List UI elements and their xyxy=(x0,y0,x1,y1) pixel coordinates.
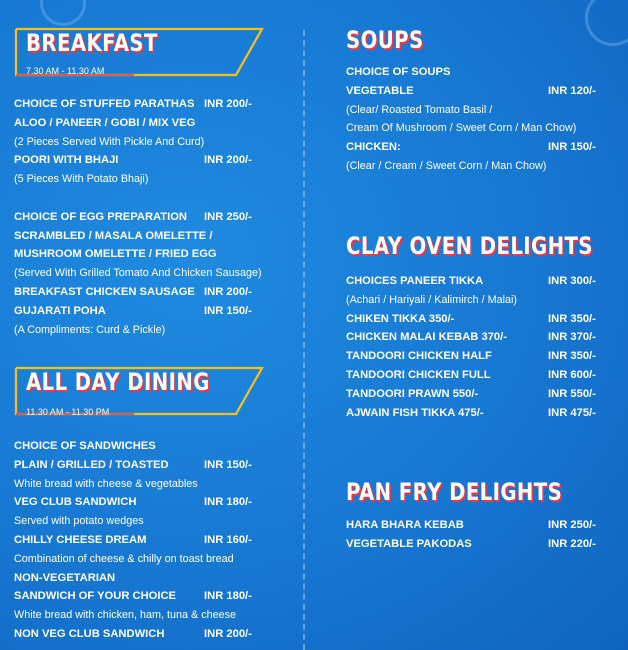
menu-item xyxy=(14,494,264,513)
menu-item-label: CHILLY CHEESE DREAM xyxy=(14,533,147,546)
menu-spacer xyxy=(14,190,264,209)
breakfast-menu-list xyxy=(14,96,264,340)
menu-item-description xyxy=(346,158,606,177)
background-swirl-decoration-right xyxy=(585,0,628,46)
menu-item-price: INR 370/- xyxy=(548,331,596,344)
pan-fry-heading: PAN FRY DELIGHTS xyxy=(346,478,563,506)
menu-item xyxy=(346,311,606,330)
menu-item-label: (Achari / Hariyali / Kalimirch / Malai) xyxy=(346,293,517,306)
clay-oven-heading: CLAY OVEN DELIGHTS xyxy=(346,232,593,260)
breakfast-banner xyxy=(14,27,264,83)
menu-item-label: Combination of cheese & chilly on toast bread xyxy=(14,552,234,565)
menu-item xyxy=(14,438,264,457)
menu-item-label: ALOO / PANEER / GOBI / MIX VEG xyxy=(14,116,196,129)
menu-item xyxy=(14,246,264,265)
menu-item-description xyxy=(14,322,264,341)
menu-item-label: (Clear / Cream / Sweet Corn / Man Chow) xyxy=(346,159,547,172)
menu-item-price: INR 350/- xyxy=(548,312,596,325)
menu-item xyxy=(346,329,606,348)
menu-item-price: INR 180/- xyxy=(204,496,252,509)
menu-item-price: INR 150/- xyxy=(548,141,596,154)
menu-item-price: INR 150/- xyxy=(204,458,252,471)
menu-item-price: INR 550/- xyxy=(548,387,596,400)
menu-item-label: CHOICES PANEER TIKKA xyxy=(346,275,484,287)
menu-item-label: CHICKEN MALAI KEBAB 370/- xyxy=(346,331,507,344)
menu-item xyxy=(346,386,606,405)
menu-item-label: TANDOORI CHICKEN FULL xyxy=(346,368,491,381)
menu-item xyxy=(14,96,264,115)
menu-item xyxy=(346,348,606,367)
column-divider xyxy=(303,30,305,650)
menu-item-label: BREAKFAST CHICKEN SAUSAGE xyxy=(14,285,195,298)
clay-oven-menu-list xyxy=(346,273,606,423)
menu-item-description xyxy=(14,551,264,570)
menu-item xyxy=(14,457,264,476)
menu-item xyxy=(14,626,264,645)
menu-item-description xyxy=(14,607,264,626)
menu-item-label: NON-VEGETARIAN xyxy=(14,571,116,584)
background-swirl-decoration xyxy=(40,0,86,26)
menu-item-label: CHOICE OF EGG PREPARATION xyxy=(14,210,188,223)
all-day-dining-hours: 11.30 AM - 11.30 PM xyxy=(26,407,110,417)
menu-item-label: (5 Pieces With Potato Bhaji) xyxy=(14,173,149,186)
all-day-dining-banner xyxy=(14,366,264,422)
menu-item-label: HARA BHARA KEBAB xyxy=(346,519,464,531)
menu-item-price: INR 300/- xyxy=(548,275,596,287)
menu-item xyxy=(346,536,606,555)
breakfast-hours: 7.30 AM - 11.30 AM xyxy=(26,66,105,76)
menu-item-price: INR 220/- xyxy=(548,537,596,550)
menu-item xyxy=(346,367,606,386)
menu-item-description xyxy=(14,476,264,495)
soups-heading: SOUPS xyxy=(346,26,424,54)
menu-item-price: INR 600/- xyxy=(548,368,596,381)
menu-item-label: VEG CLUB SANDWICH xyxy=(14,496,137,509)
menu-item-label: White bread with cheese & vegetables xyxy=(14,477,198,490)
menu-item-price: INR 200/- xyxy=(204,154,252,167)
menu-item-label: VEGETABLE xyxy=(346,84,414,97)
menu-item-label: POORI WITH BHAJI xyxy=(14,154,119,167)
menu-item-description xyxy=(14,171,264,190)
menu-item-label: AJWAIN FISH TIKKA 475/- xyxy=(346,406,484,419)
menu-item-price: INR 350/- xyxy=(548,350,596,363)
menu-item xyxy=(346,83,606,102)
menu-item-price: INR 250/- xyxy=(204,210,252,223)
menu-item-price: INR 150/- xyxy=(204,304,252,317)
menu-item-label: (2 Pieces Served With Pickle And Curd) xyxy=(14,135,205,148)
menu-item-label: (Clear/ Roasted Tomato Basil / xyxy=(346,103,493,116)
menu-item-description xyxy=(346,102,606,121)
soups-menu-list xyxy=(346,64,606,177)
menu-item xyxy=(346,405,606,424)
menu-item-description xyxy=(14,513,264,532)
menu-item-label: (A Compliments: Curd & Pickle) xyxy=(14,323,166,336)
menu-item-price: INR 200/- xyxy=(204,627,252,640)
menu-item-label: SCRAMBLED / MASALA OMELETTE / xyxy=(14,229,213,242)
menu-item xyxy=(14,570,264,589)
menu-item-description xyxy=(346,292,606,311)
menu-item-label: CHOICE OF STUFFED PARATHAS xyxy=(14,98,195,110)
breakfast-title: BREAKFAST xyxy=(26,29,158,57)
pan-fry-menu-list xyxy=(346,517,606,555)
menu-item xyxy=(14,228,264,247)
menu-item-label: VEGETABLE PAKODAS xyxy=(346,537,472,550)
menu-item-label: SANDWICH OF YOUR CHOICE xyxy=(14,590,177,603)
menu-item-price: INR 200/- xyxy=(204,98,252,110)
all-day-dining-title: ALL DAY DINING xyxy=(26,368,210,396)
menu-item-label: CHOICE OF SOUPS xyxy=(346,66,451,78)
menu-item-price: INR 180/- xyxy=(204,590,252,603)
menu-item xyxy=(14,588,264,607)
menu-item-label: White bread with chicken, ham, tuna & cheese xyxy=(14,609,237,622)
menu-item-price: INR 160/- xyxy=(204,533,252,546)
menu-item-label: NON VEG CLUB SANDWICH xyxy=(14,627,165,640)
menu-item-description xyxy=(14,265,264,284)
menu-item-description xyxy=(14,134,264,153)
menu-item-price: INR 120/- xyxy=(548,84,596,97)
menu-item xyxy=(14,115,264,134)
menu-item-price: INR 200/- xyxy=(204,285,252,298)
menu-item xyxy=(14,152,264,171)
menu-item-description xyxy=(346,120,606,139)
menu-item-label: Served with potato wedges xyxy=(14,515,144,528)
menu-item-label: CHIKEN TIKKA 350/- xyxy=(346,312,455,325)
menu-item-label: PLAIN / GRILLED / TOASTED xyxy=(14,458,169,471)
menu-item xyxy=(346,517,606,536)
menu-item-label: CHICKEN: xyxy=(346,141,401,154)
menu-item-label: CHOICE OF SANDWICHES xyxy=(14,440,156,452)
menu-item xyxy=(14,284,264,303)
menu-item xyxy=(346,64,606,83)
menu-item-label: Cream Of Mushroom / Sweet Corn / Man Chow) xyxy=(346,122,577,135)
menu-item-price: INR 250/- xyxy=(548,519,596,531)
menu-item-label: TANDOORI CHICKEN HALF xyxy=(346,350,492,363)
menu-item xyxy=(346,139,606,158)
menu-item-label: MUSHROOM OMELETTE / FRIED EGG xyxy=(14,248,217,261)
menu-item-price: INR 475/- xyxy=(548,406,596,419)
menu-item xyxy=(346,273,606,292)
all-day-dining-menu-list xyxy=(14,438,264,645)
menu-item-label: (Served With Grilled Tomato And Chicken Sausage) xyxy=(14,267,262,280)
menu-item xyxy=(14,532,264,551)
menu-item xyxy=(14,209,264,228)
menu-item-label: TANDOORI PRAWN 550/- xyxy=(346,387,479,400)
menu-item xyxy=(14,303,264,322)
menu-item-label: GUJARATI POHA xyxy=(14,304,106,317)
